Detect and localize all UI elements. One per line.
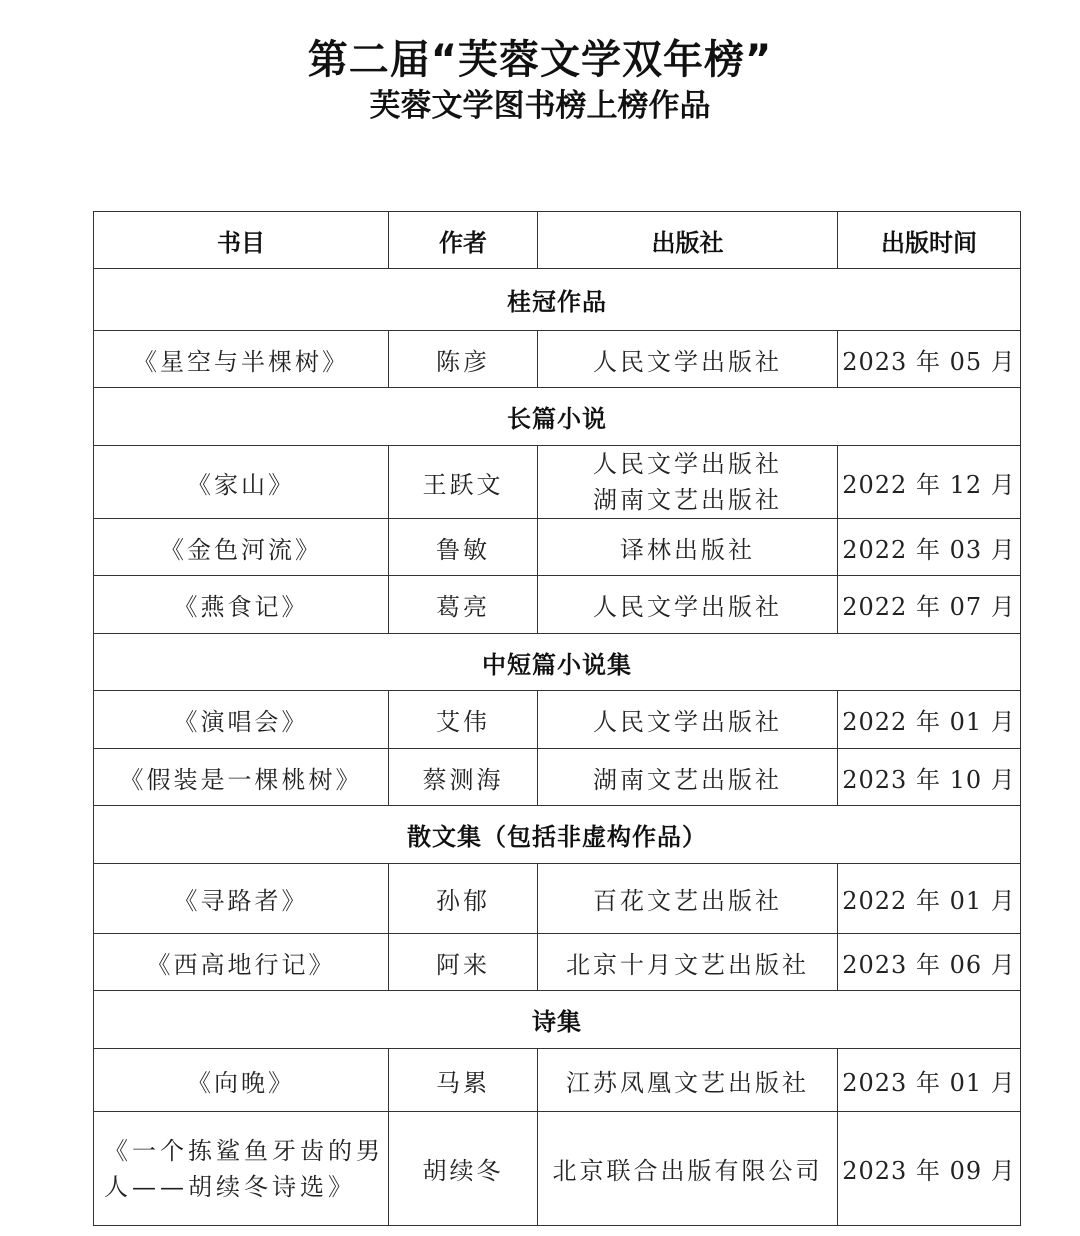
table-header-row — [94, 212, 1021, 269]
author: 葛亮 — [389, 576, 538, 634]
publisher: 北京十月文艺出版社 — [538, 934, 838, 991]
book-title: 《西高地行记》 — [94, 934, 389, 991]
author: 阿来 — [389, 934, 538, 991]
header-date: 出版时间 — [838, 212, 1021, 269]
table-row — [94, 519, 1021, 576]
book-title: 《金色河流》 — [94, 519, 389, 576]
publish-date: 2022 年 01 月 — [838, 864, 1021, 934]
book-title: 《燕食记》 — [94, 576, 389, 634]
publisher: 人民文学出版社 — [538, 331, 838, 388]
book-title: 《假装是一棵桃树》 — [94, 749, 389, 806]
category-poetry: 诗集 — [94, 991, 1021, 1049]
table-row — [94, 446, 1021, 519]
author: 孙郁 — [389, 864, 538, 934]
publisher: 湖南文艺出版社 — [538, 749, 838, 806]
author: 王跃文 — [389, 446, 538, 519]
publish-date: 2022 年 01 月 — [838, 691, 1021, 749]
author: 胡续冬 — [389, 1112, 538, 1226]
publisher-line: 人民文学出版社 — [593, 450, 782, 478]
table-row — [94, 1112, 1021, 1226]
publish-date: 2023 年 09 月 — [838, 1112, 1021, 1226]
table-row — [94, 691, 1021, 749]
publisher: 北京联合出版有限公司 — [538, 1112, 838, 1226]
category-row — [94, 388, 1021, 446]
category-row — [94, 991, 1021, 1049]
publish-date: 2023 年 01 月 — [838, 1049, 1021, 1112]
header-publisher: 出版社 — [538, 212, 838, 269]
table-row — [94, 864, 1021, 934]
book-title: 《家山》 — [94, 446, 389, 519]
category-short-stories: 中短篇小说集 — [94, 634, 1021, 691]
category-novel: 长篇小说 — [94, 388, 1021, 446]
book-title: 《演唱会》 — [94, 691, 389, 749]
publisher: 译林出版社 — [538, 519, 838, 576]
publisher — [538, 446, 838, 519]
publish-date: 2022 年 12 月 — [838, 446, 1021, 519]
table-row — [94, 749, 1021, 806]
publish-date: 2022 年 03 月 — [838, 519, 1021, 576]
book-title: 《寻路者》 — [94, 864, 389, 934]
header-author: 作者 — [389, 212, 538, 269]
page-title: 第二届“芙蓉文学双年榜” — [307, 37, 773, 83]
category-essays: 散文集（包括非虚构作品） — [94, 806, 1021, 864]
book-title: 《星空与半棵树》 — [94, 331, 389, 388]
publish-date: 2022 年 07 月 — [838, 576, 1021, 634]
publisher-line: 湖南文艺出版社 — [593, 486, 782, 514]
category-row — [94, 806, 1021, 864]
table-row — [94, 331, 1021, 388]
book-list-table — [93, 211, 1021, 1226]
book-title-line: 人——胡续冬诗选》 — [104, 1172, 356, 1201]
book-title-line: 《一个拣鲨鱼牙齿的男 — [104, 1136, 384, 1165]
author: 鲁敏 — [389, 519, 538, 576]
page-subtitle: 芙蓉文学图书榜上榜作品 — [369, 88, 711, 124]
book-title — [94, 1112, 389, 1226]
publisher: 江苏凤凰文艺出版社 — [538, 1049, 838, 1112]
publish-date: 2023 年 06 月 — [838, 934, 1021, 991]
header-book: 书目 — [94, 212, 389, 269]
author: 陈彦 — [389, 331, 538, 388]
category-row — [94, 269, 1021, 331]
publish-date: 2023 年 05 月 — [838, 331, 1021, 388]
author: 艾伟 — [389, 691, 538, 749]
table-row — [94, 934, 1021, 991]
table-row — [94, 1049, 1021, 1112]
author: 马累 — [389, 1049, 538, 1112]
category-laureate: 桂冠作品 — [94, 269, 1021, 331]
book-title: 《向晚》 — [94, 1049, 389, 1112]
table-row — [94, 576, 1021, 634]
publisher: 人民文学出版社 — [538, 691, 838, 749]
publisher: 人民文学出版社 — [538, 576, 838, 634]
author: 蔡测海 — [389, 749, 538, 806]
publisher: 百花文艺出版社 — [538, 864, 838, 934]
category-row — [94, 634, 1021, 691]
publish-date: 2023 年 10 月 — [838, 749, 1021, 806]
